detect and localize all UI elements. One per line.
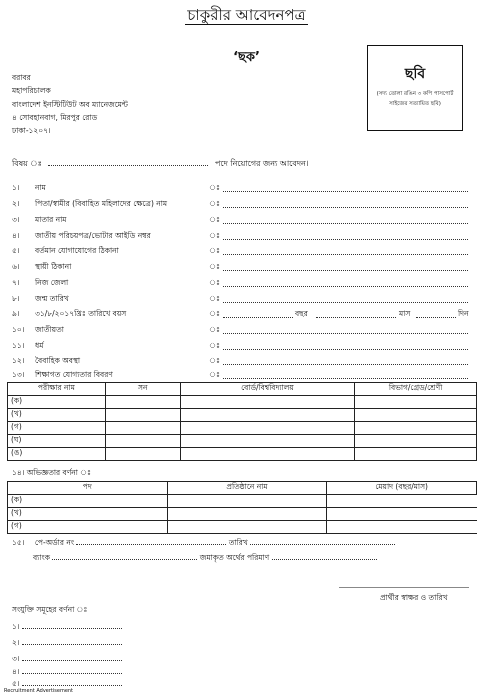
field-colon: ঃ xyxy=(209,309,221,318)
field-blank[interactable] xyxy=(223,223,468,224)
payorder-blank[interactable] xyxy=(76,537,226,545)
amount-blank[interactable] xyxy=(272,552,377,560)
experience-table xyxy=(7,481,477,534)
table-row xyxy=(8,508,477,521)
field-blank[interactable] xyxy=(223,270,468,271)
field-number: ৭। xyxy=(12,278,20,287)
field-blank[interactable] xyxy=(223,191,468,192)
payorder-row xyxy=(12,537,395,550)
field-blank[interactable] xyxy=(223,254,468,255)
payorder-label: পে-অর্ডার নং xyxy=(34,538,75,547)
field-row xyxy=(12,294,472,306)
attachment-blank[interactable] xyxy=(22,621,122,629)
table-row xyxy=(8,409,477,422)
table-cell[interactable] xyxy=(105,448,180,461)
attachment-row xyxy=(12,637,122,650)
table-row xyxy=(8,448,477,461)
field-colon: ঃ xyxy=(209,341,221,350)
row-label: (ঙ) xyxy=(8,448,106,461)
signature-line xyxy=(339,587,469,588)
field-number: ৬। xyxy=(12,262,20,271)
age-month-blank[interactable] xyxy=(316,317,396,318)
field-label: জাতীয় পরিচয়পত্র/ভোটার আইডি নম্বর xyxy=(35,231,151,240)
field-row xyxy=(12,231,472,243)
field-row xyxy=(12,278,472,290)
subject-label: বিষয় ঃ xyxy=(12,159,42,168)
table-cell[interactable] xyxy=(355,396,477,409)
address-line: বাংলাদেশ ইনস্টিটিউট অব ম্যানেজমেন্ট xyxy=(12,99,128,109)
table-row xyxy=(8,422,477,435)
table-cell[interactable] xyxy=(167,495,327,508)
attachments-label: সংযুক্তি সমূহের বর্ণনা ঃ xyxy=(12,605,88,614)
bank-blank[interactable] xyxy=(52,552,197,560)
bank-label: ব্যাংক xyxy=(33,553,50,562)
field-number: ১০। xyxy=(12,325,25,334)
field-blank[interactable] xyxy=(223,333,468,334)
field-label: শিক্ষাগত যোগ্যতার বিবরণ xyxy=(35,370,113,379)
signature-label: প্রার্থীর স্বাক্ষর ও তারিখ xyxy=(380,593,448,602)
field-colon: ঃ xyxy=(209,215,221,224)
row-label: (ক) xyxy=(8,495,168,508)
age-day-label: দিন xyxy=(458,309,469,318)
field-number: ১। xyxy=(12,183,20,192)
footer-text: Recruitment Advertisement xyxy=(4,688,74,694)
field-label: বৈবাহিক অবস্থা xyxy=(35,356,81,365)
edu-header-year: সন xyxy=(105,383,180,396)
field-blank[interactable] xyxy=(223,207,468,208)
age-year-blank[interactable] xyxy=(223,317,293,318)
row-label: (গ) xyxy=(8,422,106,435)
table-row xyxy=(8,435,477,448)
field-colon: ঃ xyxy=(209,199,221,208)
attachment-number: ১। xyxy=(12,622,20,631)
field-number: ৫। xyxy=(12,246,20,255)
field-label: নাম xyxy=(35,183,46,192)
row-label: (ঘ) xyxy=(8,435,106,448)
exp-header-duration: মেয়াদ (বছর/মাস) xyxy=(327,482,477,495)
age-day-blank[interactable] xyxy=(416,317,456,318)
field-label: জাতীয়তা xyxy=(35,325,64,334)
edu-header-board: বোর্ড/বিশ্ববিদ্যালয় xyxy=(180,383,355,396)
field-number: ১১। xyxy=(12,341,25,350)
attachment-row xyxy=(12,653,122,666)
table-cell[interactable] xyxy=(180,409,355,422)
page-title: চাকুরীর আবেদনপত্র xyxy=(187,6,306,24)
field-colon: ঃ xyxy=(209,278,221,287)
address-line: ৪ সোবহানবাগ, মিরপুর রোড xyxy=(12,112,98,122)
field-row xyxy=(12,370,472,382)
field-label: মাতার নাম xyxy=(35,215,67,224)
edu-header-exam: পরীক্ষার নাম xyxy=(8,383,106,396)
field-row xyxy=(12,199,472,211)
field-colon: ঃ xyxy=(209,356,221,365)
photo-title: ছবি xyxy=(404,66,426,82)
field-number: ১৩। xyxy=(12,370,25,379)
field-blank[interactable] xyxy=(223,302,468,303)
attachment-blank[interactable] xyxy=(22,678,122,686)
field-number: ২। xyxy=(12,199,20,208)
field-label: ধর্ম xyxy=(35,341,44,350)
field-colon: ঃ xyxy=(209,183,221,192)
field-colon: ঃ xyxy=(209,262,221,271)
attachment-blank[interactable] xyxy=(22,653,122,661)
table-cell[interactable] xyxy=(167,508,327,521)
field-row xyxy=(12,262,472,274)
photo-box xyxy=(367,45,463,131)
table-row xyxy=(8,396,477,409)
attachment-row xyxy=(12,621,122,634)
bank-row xyxy=(33,552,377,565)
field-number: ১২। xyxy=(12,356,25,365)
exp-header-org: প্রতিষ্ঠানে নাম xyxy=(167,482,327,495)
table-cell[interactable] xyxy=(327,521,477,534)
field-colon: ঃ xyxy=(209,231,221,240)
field-label: জন্ম তারিখ xyxy=(35,294,69,303)
attachment-number: ২। xyxy=(12,638,20,647)
subject-line xyxy=(12,158,309,171)
table-cell[interactable] xyxy=(167,521,327,534)
field-label: নিজ জেলা xyxy=(35,278,69,287)
table-cell[interactable] xyxy=(355,422,477,435)
field-row-age xyxy=(12,309,472,321)
experience-label: ১৪। অভিজ্ঞতার বর্ণনা ঃ xyxy=(12,468,91,477)
attachment-number: ৩। xyxy=(12,654,20,663)
attachment-blank[interactable] xyxy=(22,666,122,674)
form-name: ‘ছক’ xyxy=(233,50,260,65)
field-number: ৩। xyxy=(12,215,20,224)
table-cell[interactable] xyxy=(327,495,477,508)
table-cell[interactable] xyxy=(105,409,180,422)
address-line: ঢাকা-১২০৭। xyxy=(12,126,51,136)
education-table xyxy=(7,382,477,461)
age-year-label: বছর xyxy=(295,309,308,318)
table-cell[interactable] xyxy=(180,435,355,448)
attachment-number: ৪। xyxy=(12,667,20,676)
field-label: ৩১/৮/২০১৭খ্রিঃ তারিখে বয়স xyxy=(35,309,127,318)
row-label: (ক) xyxy=(8,396,106,409)
attachment-number: ৫। xyxy=(12,679,20,688)
row-label: (গ) xyxy=(8,521,168,534)
field-blank[interactable] xyxy=(223,239,468,240)
field-colon: ঃ xyxy=(209,294,221,303)
photo-note: (সদ্য তোলা রঙিন ৩ কপি পাসপোর্ট সাইজের সত্যায়িত ছবি) xyxy=(376,91,454,107)
edu-header-division: বিভাগ/গ্রেড/শ্রেণী xyxy=(355,383,477,396)
field-blank[interactable] xyxy=(223,349,468,350)
table-cell[interactable] xyxy=(355,409,477,422)
field-label: বর্তমান যোগাযোগের ঠিকানা xyxy=(35,246,119,255)
address-line: বরাবর xyxy=(12,73,31,82)
field-label: পিতা/স্বামীর (বিবাহিত মহিলাদের ক্ষেত্রে) নাম xyxy=(35,199,168,208)
table-cell[interactable] xyxy=(180,448,355,461)
field-row xyxy=(12,341,472,353)
age-month-label: মাস xyxy=(399,309,411,318)
field-blank[interactable] xyxy=(223,364,468,365)
table-row xyxy=(8,495,477,508)
field-number: ৪। xyxy=(12,231,20,240)
amount-label: জমাকৃত অর্থের পরিমাণ xyxy=(199,553,270,562)
table-cell[interactable] xyxy=(327,508,477,521)
payorder-number: ১৫। xyxy=(12,538,25,547)
table-cell[interactable] xyxy=(105,435,180,448)
field-row xyxy=(12,215,472,227)
table-cell[interactable] xyxy=(355,435,477,448)
table-cell[interactable] xyxy=(180,422,355,435)
field-number: ৯। xyxy=(12,309,20,318)
field-label: স্থায়ী ঠিকানা xyxy=(35,262,72,271)
address-line: মহাপরিচালক xyxy=(12,86,51,96)
table-cell[interactable] xyxy=(105,422,180,435)
field-colon: ঃ xyxy=(209,325,221,334)
field-number: ৮। xyxy=(12,294,20,303)
row-label: (খ) xyxy=(8,409,106,422)
subject-blank[interactable] xyxy=(48,158,208,166)
field-row xyxy=(12,183,472,195)
attachment-blank[interactable] xyxy=(22,637,122,645)
field-colon: ঃ xyxy=(209,246,221,255)
field-blank[interactable] xyxy=(223,378,468,379)
payorder-date-label: তারিখ xyxy=(228,538,248,547)
field-blank[interactable] xyxy=(223,286,468,287)
subject-suffix: পদে নিয়োগের জন্য আবেদন। xyxy=(214,159,309,168)
exp-header-post: পদ xyxy=(8,482,168,495)
recipient-address xyxy=(12,71,128,137)
table-row xyxy=(8,521,477,534)
row-label: (খ) xyxy=(8,508,168,521)
table-cell[interactable] xyxy=(105,396,180,409)
table-cell[interactable] xyxy=(355,448,477,461)
field-row xyxy=(12,325,472,337)
field-row xyxy=(12,246,472,258)
table-cell[interactable] xyxy=(180,396,355,409)
field-colon: ঃ xyxy=(209,370,221,379)
payorder-date-blank[interactable] xyxy=(250,537,395,545)
field-row xyxy=(12,356,472,368)
